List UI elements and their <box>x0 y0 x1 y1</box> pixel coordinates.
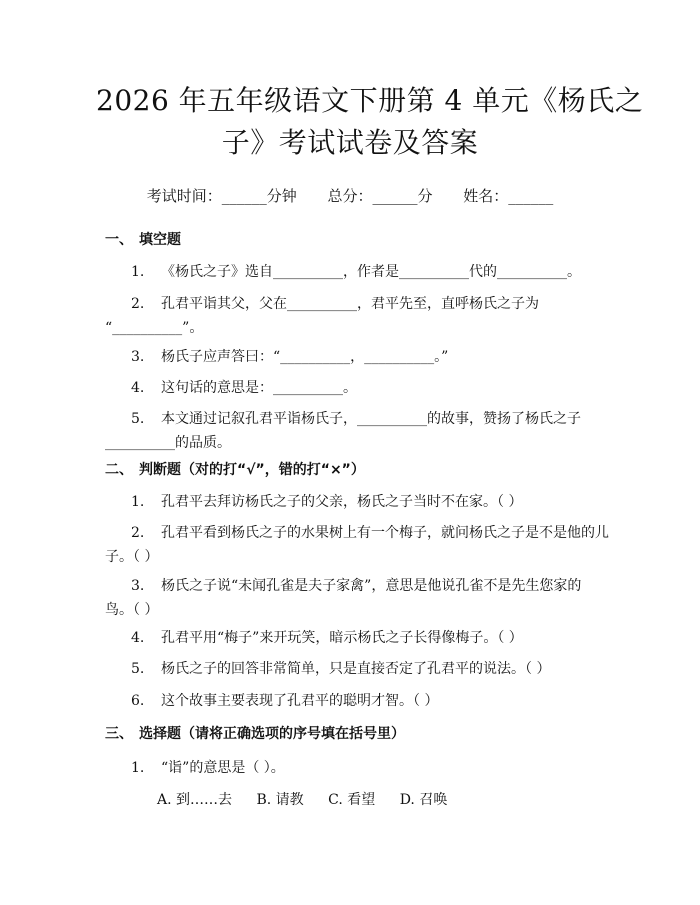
total-score-field: 总分：______分 <box>327 187 433 205</box>
title-line-2: 子》考试试卷及答案 <box>221 126 479 159</box>
question-item <box>105 260 620 284</box>
question-number: 6. <box>131 693 145 709</box>
question-text: 杨氏之子的回答非常简单，只是直接否定了孔君平的说法。（ ） <box>161 661 551 677</box>
question-number: 4. <box>131 630 145 646</box>
question-item <box>105 490 620 514</box>
question-item <box>105 756 620 780</box>
question-number: 2. <box>131 525 145 541</box>
question-item <box>105 574 620 622</box>
question-text: 这句话的意思是：__________。 <box>161 380 357 396</box>
question-item <box>105 345 620 369</box>
question-number: 2. <box>131 296 145 312</box>
name-field: 姓名：______ <box>463 187 554 205</box>
option-c: C. 看望 <box>328 792 376 808</box>
section-fill-in-blanks <box>105 230 620 250</box>
title-line-1: 2026 年五年级语文下册第 4 单元《杨氏之 <box>96 84 644 117</box>
question-number: 3. <box>131 349 145 365</box>
question-number: 1. <box>131 264 145 280</box>
question-item <box>105 292 620 340</box>
section-number: 二、 <box>105 462 133 478</box>
exam-time-field: 考试时间：______分钟 <box>146 187 297 205</box>
section-title: 选择题（请将正确选项的序号填在括号里） <box>139 726 405 742</box>
question-number: 1. <box>131 760 145 776</box>
question-item <box>105 407 620 455</box>
question-text: 本文通过记叙孔君平诣杨氏子，__________的故事，赞扬了杨氏之子 <box>161 411 581 427</box>
question-text-continued: 子。（ ） <box>105 549 159 565</box>
question-item <box>105 689 620 713</box>
exam-info <box>96 186 604 206</box>
question-number: 4. <box>131 380 145 396</box>
question-text: 杨氏之子说“未闻孔雀是夫子家禽”，意思是他说孔雀不是先生您家的 <box>161 578 582 594</box>
section-multiple-choice <box>105 724 620 744</box>
question-number: 5. <box>131 661 145 677</box>
question-item <box>105 521 620 569</box>
page-title <box>96 0 644 164</box>
question-text: 《杨氏之子》选自__________，作者是__________代的__________。 <box>161 264 581 280</box>
section-heading <box>105 230 620 250</box>
question-text-continued: “__________”。 <box>105 320 204 336</box>
question-number: 3. <box>131 578 145 594</box>
section-true-false <box>105 460 620 480</box>
option-a: A. 到……去 <box>157 792 233 808</box>
question-text: 杨氏子应声答曰：“__________，__________。” <box>161 349 449 365</box>
section-number: 一、 <box>105 232 133 248</box>
question-text: 孔君平用“梅子”来开玩笑，暗示杨氏之子长得像梅子。（ ） <box>161 630 523 646</box>
question-text-continued: __________的品质。 <box>105 435 231 451</box>
option-b: B. 请教 <box>256 792 304 808</box>
question-item <box>105 626 620 650</box>
question-text: 孔君平去拜访杨氏之子的父亲，杨氏之子当时不在家。（ ） <box>161 494 523 510</box>
question-item <box>105 657 620 681</box>
option-d: D. 召唤 <box>399 792 448 808</box>
question-text: 孔君平诣其父，父在__________，君平先至，直呼杨氏之子为 <box>161 296 539 312</box>
section-number: 三、 <box>105 726 133 742</box>
section-title: 填空题 <box>139 232 181 248</box>
section-title: 判断题（对的打“√”，错的打“×”） <box>139 462 365 478</box>
question-item <box>105 376 620 400</box>
question-text-continued: 鸟。（ ） <box>105 602 159 618</box>
section-heading <box>105 724 620 744</box>
choice-options <box>105 790 620 810</box>
question-text: 孔君平看到杨氏之子的水果树上有一个梅子，就问杨氏之子是不是他的儿 <box>161 525 609 541</box>
question-number: 5. <box>131 411 145 427</box>
question-number: 1. <box>131 494 145 510</box>
section-heading <box>105 460 620 480</box>
question-text: “诣”的意思是（ ）。 <box>161 760 285 776</box>
question-text: 这个故事主要表现了孔君平的聪明才智。（ ） <box>161 693 439 709</box>
